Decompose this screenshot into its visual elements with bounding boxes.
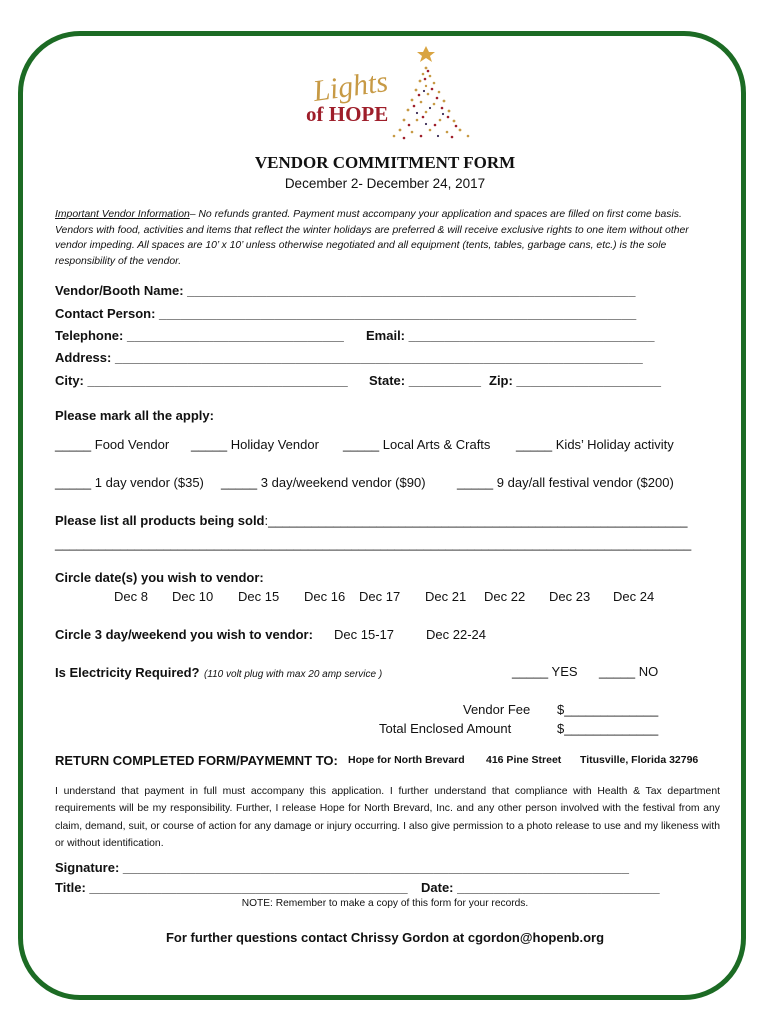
date-dec-10[interactable]: Dec 10 xyxy=(172,589,214,604)
kids-activity-option[interactable]: _____ Kids’ Holiday activity xyxy=(516,437,674,452)
vendor-fee-field[interactable]: $_____________ xyxy=(557,702,659,717)
return-label: RETURN COMPLETED FORM/PAYMEMNT TO: xyxy=(55,753,338,768)
date-dec-23[interactable]: Dec 23 xyxy=(549,589,591,604)
date-dec-8[interactable]: Dec 8 xyxy=(114,589,148,604)
contact-footer: For further questions contact Chrissy Gordon at cgordon@hopenb.org xyxy=(165,930,605,945)
vendor-information xyxy=(55,207,720,269)
products-label: Please list all products being sold xyxy=(55,513,265,528)
return-street: 416 Pine Street xyxy=(486,754,562,766)
return-city: Titusville, Florida 32796 xyxy=(580,754,699,766)
form-title: VENDOR COMMITMENT FORM xyxy=(254,153,516,172)
logo-word-hope: of HOPE xyxy=(306,102,389,126)
date-dec-22[interactable]: Dec 22 xyxy=(484,589,526,604)
zip-field[interactable]: Zip: ____________________ xyxy=(489,373,662,388)
vendor-fee-label: Vendor Fee xyxy=(463,702,531,717)
electricity-label: Is Electricity Required? xyxy=(55,665,200,680)
telephone-field[interactable]: Telephone: ______________________________ xyxy=(55,328,344,343)
email-field[interactable]: Email: __________________________________ xyxy=(366,328,655,343)
state-field[interactable]: State: __________ xyxy=(369,373,482,388)
vendor-information-label: Important Vendor Information xyxy=(55,209,190,220)
holiday-vendor-option[interactable]: _____ Holiday Vendor xyxy=(191,437,319,452)
return-org: Hope for North Brevard xyxy=(348,754,465,766)
products-line[interactable]: :__________________________________________________________ xyxy=(264,513,688,528)
electricity-row xyxy=(55,664,382,682)
date-dec-21[interactable]: Dec 21 xyxy=(425,589,467,604)
weekend-option-2[interactable]: Dec 22-24 xyxy=(426,627,486,642)
logo-word-lights: Lights xyxy=(310,64,390,109)
electricity-note: (110 volt plug with max 20 amp service ) xyxy=(203,669,383,680)
vendor-booth-field[interactable]: Vendor/Booth Name: ______________________________________________________________ xyxy=(55,283,636,298)
address-field[interactable]: Address: _________________________________________________________________________ xyxy=(55,350,643,365)
signature-field[interactable]: Signature: ______________________________________________________________________ xyxy=(55,860,629,875)
electricity-no[interactable]: _____ NO xyxy=(599,664,659,679)
products-row[interactable] xyxy=(55,513,687,528)
city-field[interactable]: City: ____________________________________ xyxy=(55,373,348,388)
total-amount-field[interactable]: $_____________ xyxy=(557,721,659,736)
copy-note: NOTE: Remember to make a copy of this form for your records. xyxy=(241,898,529,909)
nine-day-option[interactable]: _____ 9 day/all festival vendor ($200) xyxy=(457,475,674,490)
disclaimer-text: I understand that payment in full must accompany this application. I further understand that compliance with Health & Tax department requirements will be my responsibility. Further, I release Hope for North Brevard, Inc. and any other person involved with the festival from any claim, demand, suit, or course of action for any damage or injury occurring. I also give permission to a photo release to use and my likeness with or without identification. xyxy=(55,786,720,850)
electricity-yes[interactable]: _____ YES xyxy=(512,664,578,679)
three-day-option[interactable]: _____ 3 day/weekend vendor ($90) xyxy=(221,475,426,490)
food-vendor-option[interactable]: _____ Food Vendor xyxy=(55,437,170,452)
circle-dates-label: Circle date(s) you wish to vendor: xyxy=(55,570,264,585)
title-field[interactable]: Title: ____________________________________________ xyxy=(55,880,408,895)
contact-person-field[interactable]: Contact Person: __________________________________________________________________ xyxy=(55,306,637,321)
categories-heading: Please mark all the apply: xyxy=(55,408,214,423)
vendor-information-text: – No refunds granted. Payment must accompany your application and spaces are filled on first come basis. Vendors with food, activities and items that reflect the winter holidays are preferred & will receive exclusive rights to one item without other vendor impeding. All spaces are 10’ x 10’ unless otherwise negotiated and all equipment (tents, tables, garbage cans, etc.) is the sole responsibility of the vendor. xyxy=(55,209,689,267)
weekend-label: Circle 3 day/weekend you wish to vendor: xyxy=(55,627,313,642)
total-amount-label: Total Enclosed Amount xyxy=(379,721,512,736)
christmas-tree-icon xyxy=(390,46,475,142)
products-line-2[interactable]: ________________________________________________________________________________________ xyxy=(55,536,692,551)
date-dec-15[interactable]: Dec 15 xyxy=(238,589,280,604)
event-dates: December 2- December 24, 2017 xyxy=(284,176,486,191)
weekend-option-1[interactable]: Dec 15-17 xyxy=(334,627,394,642)
one-day-option[interactable]: _____ 1 day vendor ($35) xyxy=(55,475,204,490)
date-dec-16[interactable]: Dec 16 xyxy=(304,589,346,604)
local-arts-option[interactable]: _____ Local Arts & Crafts xyxy=(343,437,491,452)
date-field[interactable]: Date: ____________________________ xyxy=(421,880,660,895)
date-dec-17[interactable]: Dec 17 xyxy=(359,589,401,604)
date-dec-24[interactable]: Dec 24 xyxy=(613,589,655,604)
